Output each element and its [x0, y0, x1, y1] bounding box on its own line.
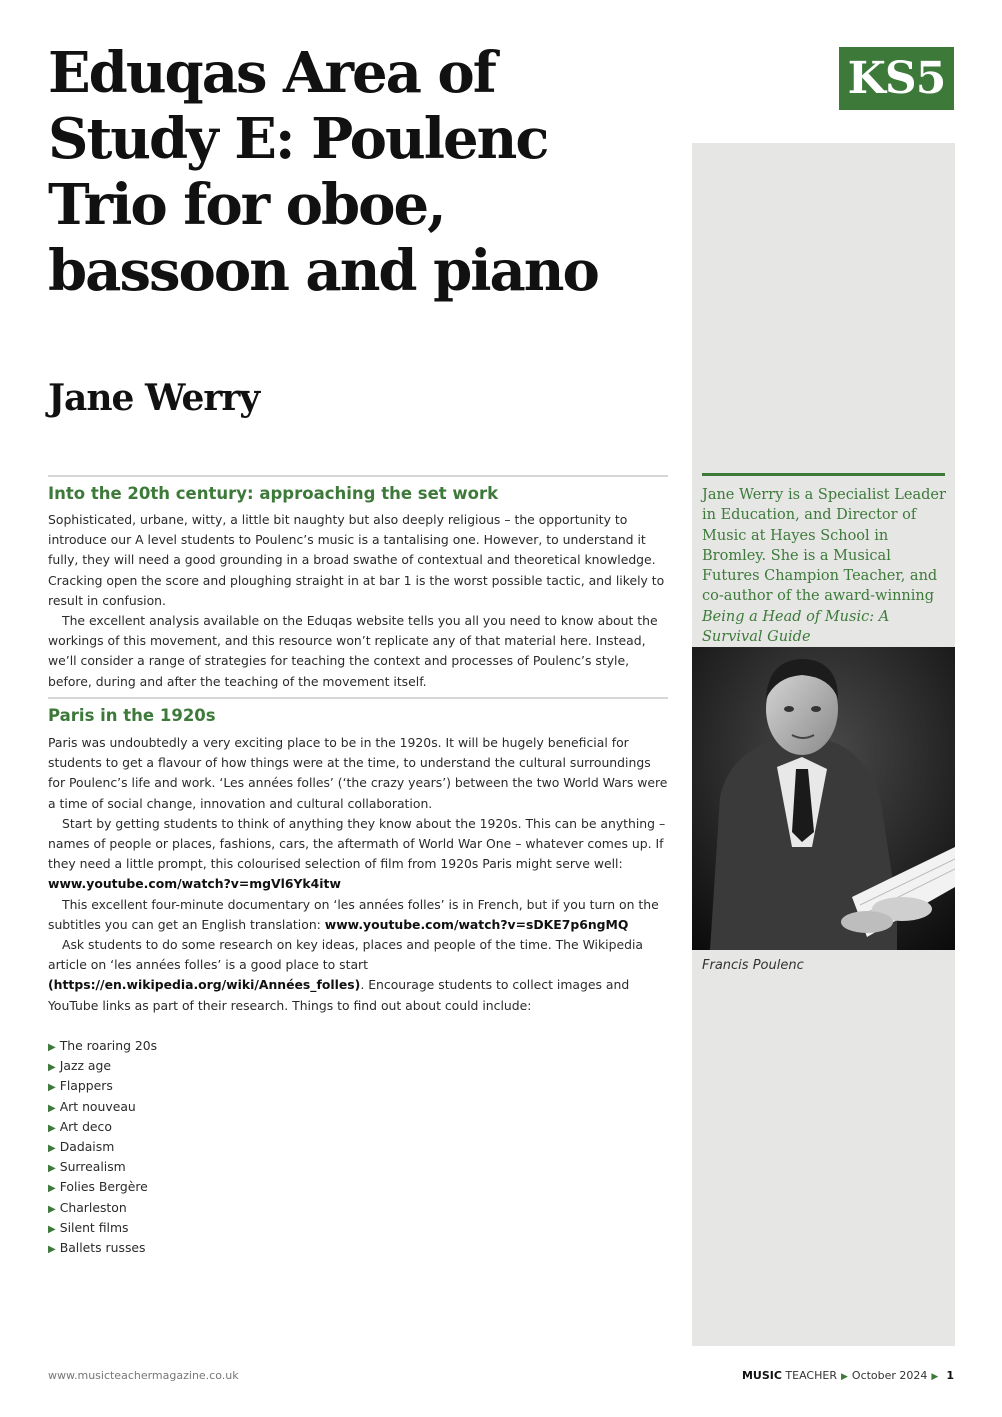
- list-item: ▶ Surrealism: [48, 1159, 126, 1175]
- section-paragraph: [48, 510, 668, 692]
- section-heading-20th-century: Into the 20th century: approaching the set work: [48, 484, 499, 503]
- arrow-right-icon: ▶: [840, 1372, 848, 1382]
- triangle-bullet-icon: ▶: [48, 1062, 56, 1074]
- research-topic-list: [48, 1036, 157, 1258]
- bio-book-title: Being a Head of Music: A Survival Guide: [702, 608, 890, 646]
- list-item: ▶ Dadaism: [48, 1138, 115, 1154]
- list-item: ▶ Art nouveau: [48, 1098, 136, 1114]
- bio-divider: [702, 473, 945, 476]
- page-number: 1: [946, 1369, 954, 1382]
- magazine-name-rest: TEACHER: [781, 1369, 837, 1382]
- page-title: Eduqas Area of Study E: Poulenc Trio for oboe, bassoon and piano: [48, 40, 598, 304]
- paragraph-text: Ask students to do some research on key ideas, places and people of the time. The Wikipedia article on ‘les années folles’ is a good place to start: [48, 937, 643, 973]
- paragraph-text: This excellent four-minute documentary on ‘les années folles’ is in French, but if you turn on the subtitles you can get an English translation:: [48, 896, 659, 932]
- arrow-right-icon: ▶: [931, 1372, 939, 1382]
- footer-magazine-info: [742, 1368, 954, 1385]
- issue-date: October 2024: [851, 1369, 928, 1382]
- paragraph-text: . Encourage students to collect images and YouTube links as part of their research. Things to find out about could include:: [48, 977, 630, 1013]
- list-item: ▶ Charleston: [48, 1199, 127, 1215]
- author-bio: [702, 485, 947, 647]
- triangle-bullet-icon: ▶: [48, 1183, 56, 1195]
- paragraph-text: Sophisticated, urbane, witty, a little bit naughty but also deeply religious – the opportunity to introduce our A level students to Poulenc’s music is a tantalising one. However, to understand it fully, they will need a good grounding in a broad swathe of contextual and theoretical knowledge. Cracking open the score and ploughing straight in at bar 1 is the worst possible tactic, and likely to result in confusion.: [48, 512, 665, 608]
- bio-author-name: Jane Werry: [702, 487, 784, 503]
- section-divider: [48, 475, 668, 477]
- section-heading-paris-1920s: Paris in the 1920s: [48, 706, 216, 725]
- list-item: ▶ Flappers: [48, 1078, 113, 1094]
- ks5-badge: KS5: [839, 47, 954, 110]
- section-paragraph: [48, 733, 668, 1016]
- triangle-bullet-icon: ▶: [48, 1223, 56, 1235]
- section-divider: [48, 697, 668, 699]
- paragraph-text: The excellent analysis available on the Eduqas website tells you all you need to know about the workings of this movement, and this resource won’t replicate any of that material here. Instead, we’ll consider a range of strategies for teaching the context and processes of Poulenc’s style, before, during and after the teaching of the movement itself.: [48, 613, 658, 689]
- triangle-bullet-icon: ▶: [48, 1082, 56, 1094]
- triangle-bullet-icon: ▶: [48, 1042, 56, 1053]
- triangle-bullet-icon: ▶: [48, 1142, 56, 1154]
- wikipedia-link[interactable]: (https://en.wikipedia.org/wiki/Années_folles): [48, 977, 361, 993]
- list-item: ▶ The roaring 20s: [48, 1038, 158, 1053]
- triangle-bullet-icon: ▶: [48, 1122, 56, 1134]
- paragraph-text: Paris was undoubtedly a very exciting place to be in the 1920s. It will be hugely beneficial for students to get a flavour of how things were at the time, to understand the cultural surroundings for Poulenc’s life and work. ‘Les années folles’ (‘the crazy years’) between the two World Wars were a time of social change, innovation and cultural collaboration.: [48, 735, 668, 811]
- youtube-link-documentary[interactable]: www.youtube.com/watch?v=sDKE7p6ngMQ: [324, 916, 629, 932]
- paragraph-text: Start by getting students to think of anything they know about the 1920s. This can be anything – names of people or places, fashions, cars, the aftermath of World War One – whatever comes up. If they need a little prompt, this colourised selection of film from 1920s Paris might serve well:: [48, 815, 666, 872]
- triangle-bullet-icon: ▶: [48, 1163, 56, 1175]
- triangle-bullet-icon: ▶: [48, 1243, 56, 1255]
- list-item: ▶ Art deco: [48, 1118, 112, 1134]
- list-item: ▶ Folies Bergère: [48, 1179, 148, 1195]
- magazine-name-bold: MUSIC: [741, 1369, 782, 1382]
- triangle-bullet-icon: ▶: [48, 1102, 56, 1114]
- triangle-bullet-icon: ▶: [48, 1203, 56, 1215]
- photo-caption: Francis Poulenc: [702, 958, 804, 973]
- author-name: Jane Werry: [48, 377, 260, 419]
- list-item: ▶ Jazz age: [48, 1058, 111, 1074]
- youtube-link-colourised-film[interactable]: www.youtube.com/watch?v=mgVl6Yk4itw: [48, 876, 341, 892]
- portrait-photo: [692, 647, 955, 950]
- list-item: ▶ Ballets russes: [48, 1239, 146, 1255]
- list-item: ▶ Silent films: [48, 1219, 129, 1235]
- bio-text: is a Specialist Leader in Education, and Director of Music at Hayes School in Bromley. She is a Musical Futures Champion Teacher, and co-author of the award-winning: [702, 487, 946, 605]
- footer-website[interactable]: www.musicteachermagazine.co.uk: [48, 1369, 239, 1382]
